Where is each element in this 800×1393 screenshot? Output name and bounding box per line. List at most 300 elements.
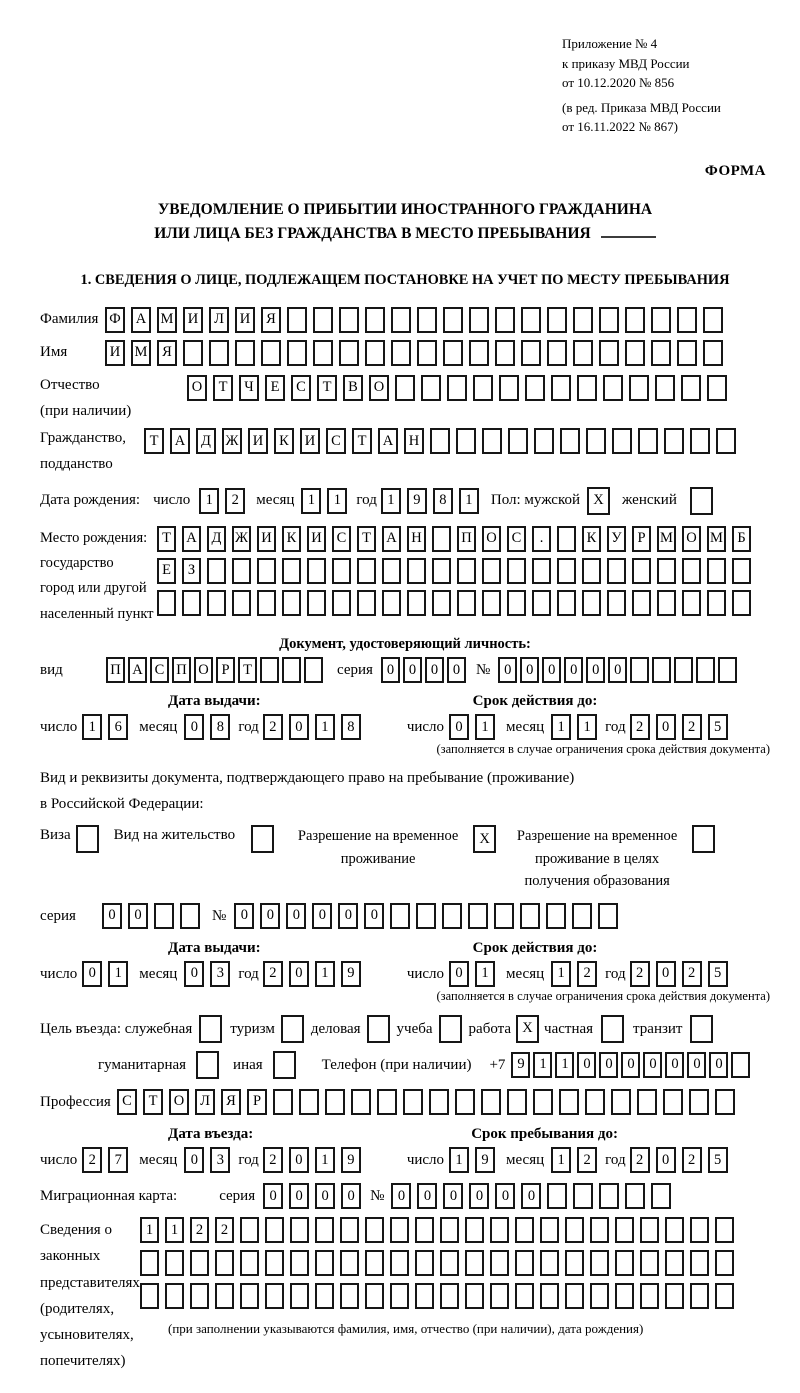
form-cell[interactable] — [577, 375, 597, 401]
form-cell[interactable] — [551, 375, 571, 401]
form-cell[interactable] — [339, 340, 359, 366]
form-cell[interactable] — [664, 428, 684, 454]
form-cell[interactable] — [215, 1283, 234, 1309]
form-cell[interactable] — [598, 903, 618, 929]
form-cell[interactable]: Ф — [105, 307, 125, 333]
form-cell[interactable]: 9 — [511, 1052, 530, 1078]
form-cell[interactable] — [299, 1089, 319, 1115]
form-cell[interactable] — [140, 1250, 159, 1276]
form-cell[interactable]: 2 — [263, 1147, 283, 1173]
form-cell[interactable] — [651, 1183, 671, 1209]
form-cell[interactable] — [632, 558, 651, 584]
form-cell[interactable] — [482, 558, 501, 584]
form-cell[interactable]: 1 — [199, 488, 219, 514]
form-cell[interactable]: 2 — [682, 714, 702, 740]
form-cell[interactable]: 0 — [82, 961, 102, 987]
form-cell[interactable] — [590, 1250, 609, 1276]
form-cell[interactable]: 3 — [210, 961, 230, 987]
form-cell[interactable] — [469, 307, 489, 333]
form-cell[interactable] — [585, 1089, 605, 1115]
form-cell[interactable]: Т — [144, 428, 164, 454]
form-cell[interactable]: 9 — [341, 1147, 361, 1173]
form-cell[interactable] — [690, 1250, 709, 1276]
form-cell[interactable]: А — [131, 307, 151, 333]
form-cell[interactable]: А — [378, 428, 398, 454]
form-cell[interactable] — [465, 1283, 484, 1309]
form-cell[interactable] — [240, 1250, 259, 1276]
form-cell[interactable]: 2 — [577, 1147, 597, 1173]
form-cell[interactable] — [432, 558, 451, 584]
form-cell[interactable]: X — [473, 825, 496, 853]
form-cell[interactable] — [637, 1089, 657, 1115]
form-cell[interactable] — [207, 590, 226, 616]
form-cell[interactable]: X — [516, 1015, 539, 1043]
form-cell[interactable] — [557, 590, 576, 616]
form-cell[interactable]: 0 — [469, 1183, 489, 1209]
form-cell[interactable] — [573, 1183, 593, 1209]
form-cell[interactable] — [421, 375, 441, 401]
form-cell[interactable]: Т — [357, 526, 376, 552]
form-cell[interactable] — [682, 590, 701, 616]
form-cell[interactable] — [607, 590, 626, 616]
form-cell[interactable] — [251, 825, 274, 853]
form-cell[interactable]: Б — [732, 526, 751, 552]
form-cell[interactable]: 1 — [533, 1052, 552, 1078]
form-cell[interactable] — [415, 1250, 434, 1276]
form-cell[interactable] — [265, 1283, 284, 1309]
form-cell[interactable]: 0 — [234, 903, 254, 929]
form-cell[interactable] — [615, 1283, 634, 1309]
form-cell[interactable] — [315, 1250, 334, 1276]
form-cell[interactable]: 1 — [315, 1147, 335, 1173]
form-cell[interactable]: О — [187, 375, 207, 401]
form-cell[interactable] — [265, 1250, 284, 1276]
form-cell[interactable] — [357, 558, 376, 584]
form-cell[interactable]: Т — [317, 375, 337, 401]
form-cell[interactable] — [582, 590, 601, 616]
form-cell[interactable]: Н — [404, 428, 424, 454]
form-cell[interactable] — [521, 340, 541, 366]
form-cell[interactable] — [632, 590, 651, 616]
form-cell[interactable]: Л — [209, 307, 229, 333]
form-cell[interactable]: И — [248, 428, 268, 454]
form-cell[interactable]: 0 — [542, 657, 561, 683]
form-cell[interactable] — [315, 1217, 334, 1243]
form-cell[interactable] — [715, 1283, 734, 1309]
form-cell[interactable]: С — [291, 375, 311, 401]
form-cell[interactable] — [495, 307, 515, 333]
form-cell[interactable]: 2 — [263, 961, 283, 987]
form-cell[interactable]: 0 — [263, 1183, 283, 1209]
form-cell[interactable] — [367, 1015, 390, 1043]
form-cell[interactable]: А — [128, 657, 147, 683]
form-cell[interactable] — [417, 307, 437, 333]
form-cell[interactable]: 1 — [555, 1052, 574, 1078]
form-cell[interactable] — [629, 375, 649, 401]
form-cell[interactable] — [572, 903, 592, 929]
form-cell[interactable] — [520, 903, 540, 929]
form-cell[interactable]: Л — [195, 1089, 215, 1115]
form-cell[interactable] — [429, 1089, 449, 1115]
form-cell[interactable]: Д — [196, 428, 216, 454]
form-cell[interactable]: 0 — [443, 1183, 463, 1209]
form-cell[interactable] — [190, 1250, 209, 1276]
form-cell[interactable]: . — [532, 526, 551, 552]
form-cell[interactable] — [546, 903, 566, 929]
form-cell[interactable]: В — [343, 375, 363, 401]
form-cell[interactable] — [690, 428, 710, 454]
form-cell[interactable] — [261, 340, 281, 366]
form-cell[interactable] — [533, 1089, 553, 1115]
form-cell[interactable] — [465, 1217, 484, 1243]
form-cell[interactable] — [304, 657, 323, 683]
form-cell[interactable]: Ж — [222, 428, 242, 454]
form-cell[interactable] — [265, 1217, 284, 1243]
form-cell[interactable] — [340, 1283, 359, 1309]
form-cell[interactable]: Е — [157, 558, 176, 584]
form-cell[interactable] — [547, 340, 567, 366]
form-cell[interactable]: 0 — [260, 903, 280, 929]
form-cell[interactable]: 9 — [475, 1147, 495, 1173]
form-cell[interactable] — [325, 1089, 345, 1115]
form-cell[interactable]: П — [172, 657, 191, 683]
form-cell[interactable]: 2 — [263, 714, 283, 740]
form-cell[interactable] — [473, 375, 493, 401]
form-cell[interactable]: 0 — [417, 1183, 437, 1209]
form-cell[interactable]: 0 — [312, 903, 332, 929]
form-cell[interactable]: М — [157, 307, 177, 333]
form-cell[interactable]: 0 — [364, 903, 384, 929]
form-cell[interactable] — [407, 558, 426, 584]
form-cell[interactable]: 0 — [608, 657, 627, 683]
form-cell[interactable] — [615, 1217, 634, 1243]
form-cell[interactable]: Т — [238, 657, 257, 683]
form-cell[interactable] — [260, 657, 279, 683]
form-cell[interactable]: 0 — [687, 1052, 706, 1078]
form-cell[interactable]: 2 — [682, 961, 702, 987]
form-cell[interactable] — [599, 1183, 619, 1209]
form-cell[interactable] — [482, 590, 501, 616]
form-cell[interactable]: 2 — [215, 1217, 234, 1243]
form-cell[interactable]: Т — [213, 375, 233, 401]
form-cell[interactable]: Я — [221, 1089, 241, 1115]
form-cell[interactable]: 0 — [289, 714, 309, 740]
form-cell[interactable]: М — [657, 526, 676, 552]
form-cell[interactable]: П — [457, 526, 476, 552]
form-cell[interactable] — [507, 1089, 527, 1115]
form-cell[interactable] — [560, 428, 580, 454]
form-cell[interactable]: Д — [207, 526, 226, 552]
form-cell[interactable] — [547, 1183, 567, 1209]
form-cell[interactable] — [652, 657, 671, 683]
form-cell[interactable] — [547, 307, 567, 333]
form-cell[interactable] — [573, 307, 593, 333]
form-cell[interactable] — [240, 1217, 259, 1243]
form-cell[interactable] — [540, 1217, 559, 1243]
form-cell[interactable]: 6 — [108, 714, 128, 740]
form-cell[interactable] — [508, 428, 528, 454]
form-cell[interactable] — [282, 558, 301, 584]
form-cell[interactable]: 9 — [341, 961, 361, 987]
form-cell[interactable]: 0 — [286, 903, 306, 929]
form-cell[interactable] — [190, 1283, 209, 1309]
form-cell[interactable]: 2 — [630, 961, 650, 987]
form-cell[interactable] — [625, 307, 645, 333]
form-cell[interactable] — [209, 340, 229, 366]
form-cell[interactable]: 2 — [630, 714, 650, 740]
form-cell[interactable] — [456, 428, 476, 454]
form-cell[interactable]: 1 — [108, 961, 128, 987]
form-cell[interactable] — [651, 307, 671, 333]
form-cell[interactable] — [481, 1089, 501, 1115]
form-cell[interactable] — [415, 1217, 434, 1243]
form-cell[interactable] — [390, 903, 410, 929]
form-cell[interactable] — [640, 1283, 659, 1309]
form-cell[interactable]: 0 — [656, 714, 676, 740]
form-cell[interactable]: 1 — [459, 488, 479, 514]
form-cell[interactable] — [457, 590, 476, 616]
form-cell[interactable] — [540, 1283, 559, 1309]
form-cell[interactable] — [507, 590, 526, 616]
form-cell[interactable]: 0 — [403, 657, 422, 683]
form-cell[interactable]: 0 — [498, 657, 517, 683]
form-cell[interactable] — [565, 1283, 584, 1309]
form-cell[interactable]: 0 — [289, 961, 309, 987]
form-cell[interactable]: К — [282, 526, 301, 552]
form-cell[interactable] — [640, 1217, 659, 1243]
form-cell[interactable] — [707, 375, 727, 401]
form-cell[interactable]: X — [587, 487, 610, 515]
form-cell[interactable]: 2 — [577, 961, 597, 987]
form-cell[interactable] — [332, 558, 351, 584]
form-cell[interactable]: А — [382, 526, 401, 552]
form-cell[interactable]: 1 — [475, 961, 495, 987]
form-cell[interactable] — [630, 657, 649, 683]
form-cell[interactable] — [603, 375, 623, 401]
form-cell[interactable]: 9 — [407, 488, 427, 514]
form-cell[interactable] — [515, 1217, 534, 1243]
form-cell[interactable]: З — [182, 558, 201, 584]
form-cell[interactable] — [232, 558, 251, 584]
form-cell[interactable]: 0 — [128, 903, 148, 929]
form-cell[interactable]: 0 — [425, 657, 444, 683]
form-cell[interactable] — [391, 307, 411, 333]
form-cell[interactable] — [290, 1217, 309, 1243]
form-cell[interactable] — [599, 340, 619, 366]
form-cell[interactable]: И — [235, 307, 255, 333]
form-cell[interactable] — [494, 903, 514, 929]
form-cell[interactable]: 2 — [630, 1147, 650, 1173]
form-cell[interactable] — [665, 1217, 684, 1243]
form-cell[interactable] — [165, 1283, 184, 1309]
form-cell[interactable] — [665, 1283, 684, 1309]
form-cell[interactable] — [469, 340, 489, 366]
form-cell[interactable] — [157, 590, 176, 616]
form-cell[interactable] — [499, 375, 519, 401]
form-cell[interactable] — [707, 558, 726, 584]
form-cell[interactable] — [715, 1089, 735, 1115]
form-cell[interactable]: О — [169, 1089, 189, 1115]
form-cell[interactable]: Е — [265, 375, 285, 401]
form-cell[interactable] — [390, 1250, 409, 1276]
form-cell[interactable]: С — [332, 526, 351, 552]
form-cell[interactable] — [703, 340, 723, 366]
form-cell[interactable]: О — [482, 526, 501, 552]
form-cell[interactable] — [281, 1015, 304, 1043]
form-cell[interactable] — [365, 1217, 384, 1243]
form-cell[interactable] — [287, 307, 307, 333]
form-cell[interactable]: 1 — [449, 1147, 469, 1173]
form-cell[interactable]: 1 — [301, 488, 321, 514]
form-cell[interactable] — [290, 1283, 309, 1309]
form-cell[interactable]: 0 — [338, 903, 358, 929]
form-cell[interactable] — [490, 1283, 509, 1309]
form-cell[interactable]: 7 — [108, 1147, 128, 1173]
form-cell[interactable]: 0 — [643, 1052, 662, 1078]
form-cell[interactable]: 1 — [551, 961, 571, 987]
form-cell[interactable] — [432, 590, 451, 616]
form-cell[interactable] — [525, 375, 545, 401]
form-cell[interactable]: Ч — [239, 375, 259, 401]
form-cell[interactable]: 3 — [210, 1147, 230, 1173]
form-cell[interactable] — [703, 307, 723, 333]
form-cell[interactable] — [682, 558, 701, 584]
form-cell[interactable]: Т — [352, 428, 372, 454]
form-cell[interactable]: Я — [157, 340, 177, 366]
form-cell[interactable] — [573, 340, 593, 366]
form-cell[interactable]: 8 — [341, 714, 361, 740]
form-cell[interactable]: 0 — [289, 1183, 309, 1209]
form-cell[interactable] — [689, 1089, 709, 1115]
form-cell[interactable]: 2 — [682, 1147, 702, 1173]
form-cell[interactable] — [240, 1283, 259, 1309]
form-cell[interactable] — [287, 340, 307, 366]
form-cell[interactable]: 2 — [82, 1147, 102, 1173]
form-cell[interactable]: И — [300, 428, 320, 454]
form-cell[interactable] — [365, 307, 385, 333]
form-cell[interactable] — [657, 590, 676, 616]
form-cell[interactable]: К — [274, 428, 294, 454]
form-cell[interactable] — [515, 1250, 534, 1276]
form-cell[interactable]: 5 — [708, 961, 728, 987]
form-cell[interactable] — [273, 1051, 296, 1079]
form-cell[interactable]: И — [307, 526, 326, 552]
form-cell[interactable]: П — [106, 657, 125, 683]
form-cell[interactable]: 0 — [184, 1147, 204, 1173]
form-cell[interactable] — [565, 1250, 584, 1276]
form-cell[interactable] — [601, 1015, 624, 1043]
form-cell[interactable]: 1 — [315, 714, 335, 740]
form-cell[interactable] — [707, 590, 726, 616]
form-cell[interactable]: 0 — [621, 1052, 640, 1078]
form-cell[interactable] — [365, 340, 385, 366]
form-cell[interactable] — [340, 1250, 359, 1276]
form-cell[interactable] — [395, 375, 415, 401]
form-cell[interactable]: С — [326, 428, 346, 454]
form-cell[interactable] — [540, 1250, 559, 1276]
form-cell[interactable]: 0 — [449, 714, 469, 740]
form-cell[interactable]: 2 — [190, 1217, 209, 1243]
form-cell[interactable]: 2 — [225, 488, 245, 514]
form-cell[interactable]: Р — [247, 1089, 267, 1115]
form-cell[interactable] — [403, 1089, 423, 1115]
form-cell[interactable]: М — [131, 340, 151, 366]
form-cell[interactable] — [599, 307, 619, 333]
form-cell[interactable] — [495, 340, 515, 366]
form-cell[interactable]: 0 — [184, 961, 204, 987]
form-cell[interactable]: О — [369, 375, 389, 401]
form-cell[interactable] — [490, 1217, 509, 1243]
form-cell[interactable] — [382, 558, 401, 584]
form-cell[interactable]: 8 — [433, 488, 453, 514]
form-cell[interactable] — [307, 590, 326, 616]
form-cell[interactable] — [232, 590, 251, 616]
form-cell[interactable] — [439, 1015, 462, 1043]
form-cell[interactable] — [732, 558, 751, 584]
form-cell[interactable] — [690, 1217, 709, 1243]
form-cell[interactable]: 1 — [165, 1217, 184, 1243]
form-cell[interactable]: 0 — [586, 657, 605, 683]
form-cell[interactable] — [559, 1089, 579, 1115]
form-cell[interactable] — [696, 657, 715, 683]
form-cell[interactable]: К — [582, 526, 601, 552]
form-cell[interactable] — [443, 340, 463, 366]
form-cell[interactable] — [677, 307, 697, 333]
form-cell[interactable]: 0 — [656, 961, 676, 987]
form-cell[interactable] — [390, 1283, 409, 1309]
form-cell[interactable]: А — [182, 526, 201, 552]
form-cell[interactable] — [257, 590, 276, 616]
form-cell[interactable]: 0 — [521, 1183, 541, 1209]
form-cell[interactable] — [180, 903, 200, 929]
form-cell[interactable]: Т — [143, 1089, 163, 1115]
form-cell[interactable]: И — [183, 307, 203, 333]
form-cell[interactable]: 1 — [140, 1217, 159, 1243]
form-cell[interactable]: 0 — [341, 1183, 361, 1209]
form-cell[interactable] — [731, 1052, 750, 1078]
form-cell[interactable]: 0 — [520, 657, 539, 683]
form-cell[interactable] — [732, 590, 751, 616]
form-cell[interactable] — [674, 657, 693, 683]
form-cell[interactable] — [663, 1089, 683, 1115]
form-cell[interactable] — [416, 903, 436, 929]
form-cell[interactable]: 1 — [82, 714, 102, 740]
form-cell[interactable] — [442, 903, 462, 929]
form-cell[interactable]: 8 — [210, 714, 230, 740]
form-cell[interactable]: 0 — [184, 714, 204, 740]
form-cell[interactable]: У — [607, 526, 626, 552]
form-cell[interactable] — [140, 1283, 159, 1309]
form-cell[interactable] — [718, 657, 737, 683]
form-cell[interactable] — [183, 340, 203, 366]
form-cell[interactable]: 0 — [315, 1183, 335, 1209]
form-cell[interactable]: 1 — [551, 714, 571, 740]
form-cell[interactable] — [165, 1250, 184, 1276]
form-cell[interactable] — [313, 340, 333, 366]
form-cell[interactable] — [290, 1250, 309, 1276]
form-cell[interactable] — [690, 487, 713, 515]
form-cell[interactable] — [315, 1283, 334, 1309]
form-cell[interactable]: 0 — [381, 657, 400, 683]
form-cell[interactable]: 0 — [102, 903, 122, 929]
form-cell[interactable] — [565, 1217, 584, 1243]
form-cell[interactable] — [199, 1015, 222, 1043]
form-cell[interactable]: С — [507, 526, 526, 552]
form-cell[interactable]: 0 — [447, 657, 466, 683]
form-cell[interactable] — [432, 526, 451, 552]
form-cell[interactable] — [455, 1089, 475, 1115]
form-cell[interactable] — [557, 558, 576, 584]
